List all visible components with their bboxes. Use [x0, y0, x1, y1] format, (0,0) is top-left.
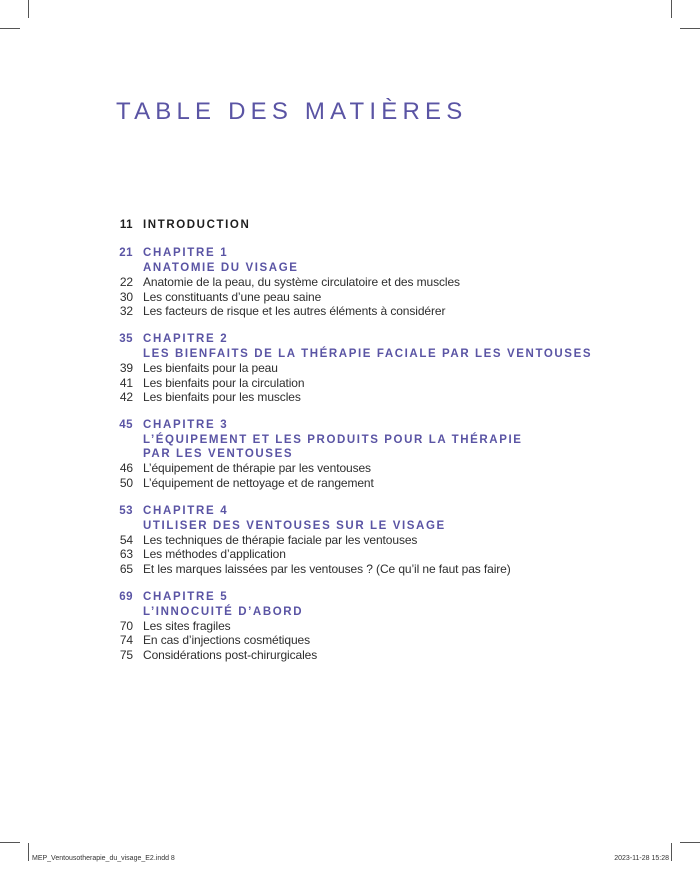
toc-item-label: Les facteurs de risque et les autres éléments à considérer: [143, 303, 446, 318]
toc-item[interactable]: [0, 619, 700, 633]
crop-mark-bottom-right-h: [680, 842, 700, 843]
toc-item[interactable]: [0, 461, 700, 475]
toc-intro-page: 11: [119, 219, 133, 231]
toc-item-page: 41: [119, 375, 133, 390]
toc-item[interactable]: [0, 290, 700, 304]
toc-item-label: Les techniques de thérapie faciale par les ventouses: [143, 533, 418, 548]
toc-item[interactable]: [0, 304, 700, 318]
chapter-page: 53: [119, 505, 133, 518]
toc-item[interactable]: [0, 547, 700, 561]
toc-item-page: 54: [119, 533, 133, 548]
toc-item-page: 22: [119, 275, 133, 290]
toc-item-label: Les méthodes d’application: [143, 547, 286, 562]
toc-item-page: 50: [119, 475, 133, 490]
crop-mark-top-right: [671, 0, 672, 18]
toc-chapter-4[interactable]: [0, 504, 700, 518]
table-of-contents: [0, 218, 700, 662]
chapter-heading: CHAPITRE 1: [143, 247, 229, 260]
chapter-title-cont: PAR LES VENTOUSES: [143, 448, 294, 461]
print-slug-date: 2023-11-28 15:28: [614, 855, 669, 862]
toc-item-page: 63: [119, 547, 133, 562]
toc-item-page: 39: [119, 361, 133, 376]
crop-mark-bottom-right: [671, 843, 672, 861]
toc-item-label: Et les marques laissées par les ventouses ? (Ce qu’il ne faut pas faire): [143, 561, 511, 576]
toc-item[interactable]: [0, 633, 700, 647]
toc-item-page: 70: [119, 618, 133, 633]
chapter-title: UTILISER DES VENTOUSES SUR LE VISAGE: [143, 519, 446, 532]
crop-mark-top-left-h: [0, 28, 20, 29]
chapter-page: 45: [119, 419, 133, 432]
toc-item-label: L’équipement de thérapie par les ventouses: [143, 461, 371, 476]
toc-item[interactable]: [0, 476, 700, 490]
toc-item[interactable]: [0, 562, 700, 576]
toc-item[interactable]: [0, 390, 700, 404]
toc-item-label: Les sites fragiles: [143, 618, 231, 633]
toc-item-label: L’équipement de nettoyage et de rangement: [143, 475, 374, 490]
toc-item-page: 42: [119, 389, 133, 404]
toc-item-label: Les bienfaits pour les muscles: [143, 389, 301, 404]
toc-intro-label: INTRODUCTION: [143, 219, 251, 231]
toc-item[interactable]: [0, 376, 700, 390]
chapter-heading: CHAPITRE 4: [143, 505, 229, 518]
toc-item[interactable]: [0, 361, 700, 375]
toc-item[interactable]: [0, 533, 700, 547]
chapter-heading: CHAPITRE 3: [143, 419, 229, 432]
chapter-page: 35: [119, 333, 133, 346]
toc-item-page: 65: [119, 561, 133, 576]
toc-item-label: En cas d’injections cosmétiques: [143, 633, 310, 648]
chapter-heading: CHAPITRE 2: [143, 333, 229, 346]
toc-item[interactable]: [0, 648, 700, 662]
toc-item-page: 46: [119, 461, 133, 476]
crop-mark-top-left: [28, 0, 29, 18]
page-title: TABLE DES MATIÈRES: [116, 98, 468, 125]
toc-item-page: 75: [119, 647, 133, 662]
toc-chapter-1[interactable]: [0, 246, 700, 260]
toc-intro[interactable]: [0, 218, 700, 232]
toc-item-label: Anatomie de la peau, du système circulatoire et des muscles: [143, 275, 460, 290]
toc-item-label: Les constituants d’une peau saine: [143, 289, 322, 304]
crop-mark-bottom-left: [28, 843, 29, 861]
chapter-title: L’ÉQUIPEMENT ET LES PRODUITS POUR LA THÉRAPIE: [143, 433, 523, 446]
toc-chapter-5[interactable]: [0, 590, 700, 604]
chapter-page: 21: [119, 247, 133, 260]
toc-item-page: 74: [119, 633, 133, 648]
chapter-title: LES BIENFAITS DE LA THÉRAPIE FACIALE PAR LES VENTOUSES: [143, 347, 593, 360]
chapter-page: 69: [119, 591, 133, 604]
toc-item-label: Les bienfaits pour la circulation: [143, 375, 305, 390]
chapter-title: L’INNOCUITÉ D’ABORD: [143, 605, 304, 618]
toc-chapter-2[interactable]: [0, 332, 700, 346]
chapter-heading: CHAPITRE 5: [143, 591, 229, 604]
chapter-title: ANATOMIE DU VISAGE: [143, 261, 299, 274]
toc-chapter-3[interactable]: [0, 418, 700, 432]
crop-mark-bottom-left-h: [0, 842, 20, 843]
crop-mark-top-right-h: [680, 28, 700, 29]
toc-item-label: Considérations post-chirurgicales: [143, 647, 318, 662]
toc-item-page: 32: [119, 303, 133, 318]
print-slug-file: MEP_Ventousotherapie_du_visage_E2.indd 8: [32, 855, 175, 862]
toc-item[interactable]: [0, 275, 700, 289]
toc-item-page: 30: [119, 289, 133, 304]
toc-item-label: Les bienfaits pour la peau: [143, 361, 278, 376]
